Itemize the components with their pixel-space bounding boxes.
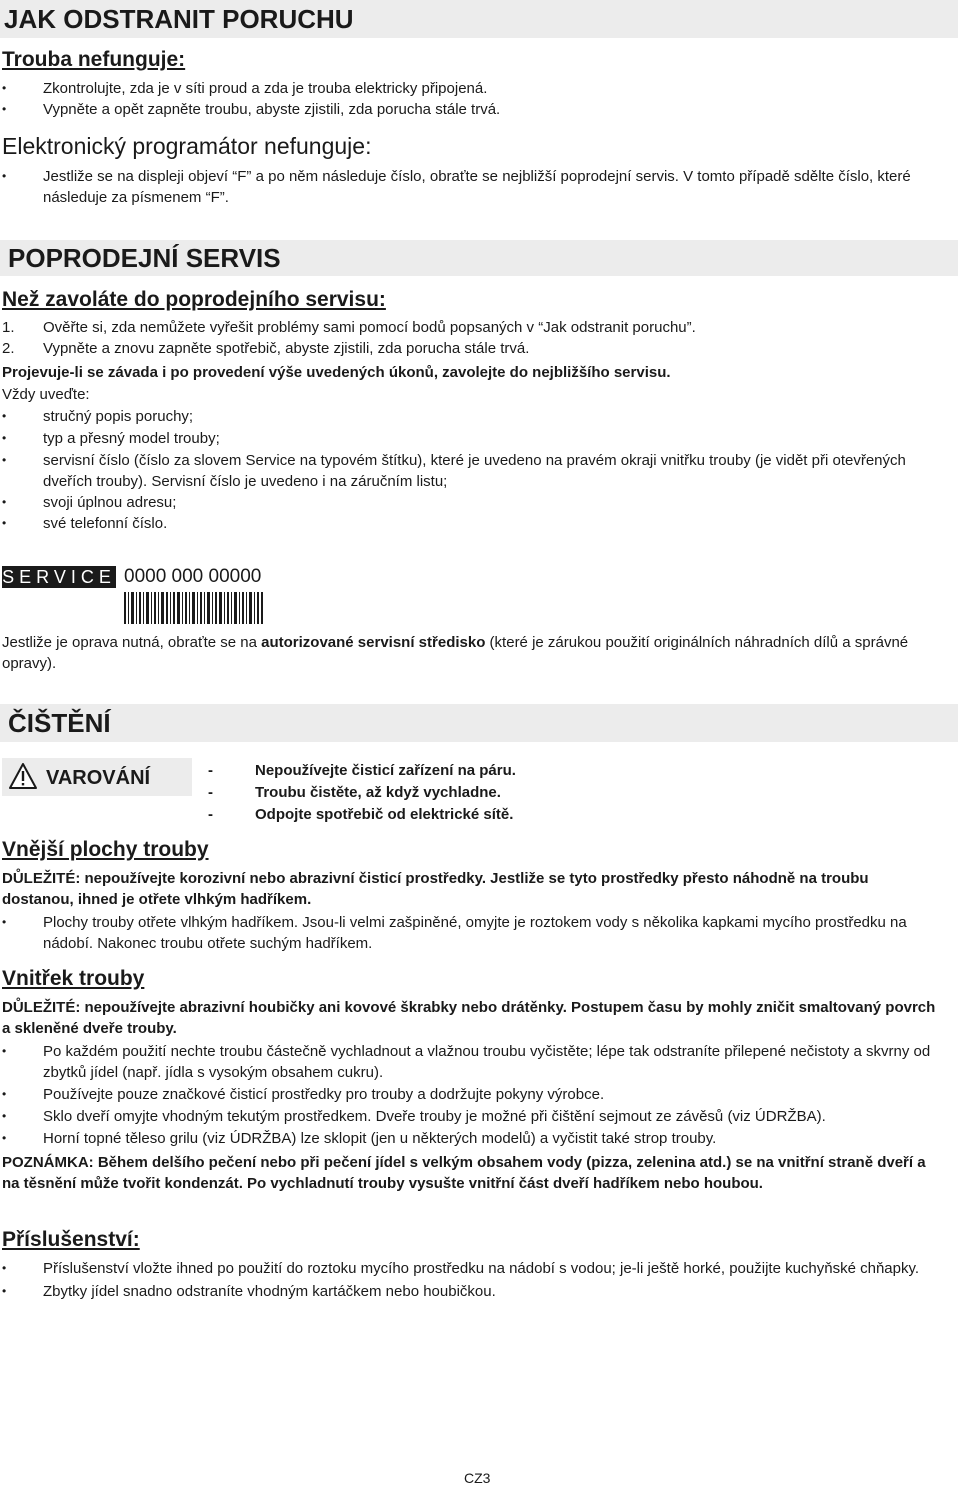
list-item: • svoji úplnou adresu; [2, 492, 940, 513]
page-number: CZ3 [464, 1470, 491, 1486]
steps-list [2, 317, 940, 359]
list-item: • Vypněte a opět zapněte troubu, abyste zjistili, zda porucha stále trvá. [2, 99, 940, 120]
before-calling-heading: Než zavoláte do poprodejního servisu: [2, 288, 386, 311]
list-item: • Zkontrolujte, zda je v síti proud a zda je trouba elektricky připojená. [2, 78, 940, 99]
exterior-list [2, 912, 940, 954]
list-item: • Po každém použití nechte troubu částečně vychladnout a vlažnou troubu vyčistěte; lépe tak odstraníte přilepené nečistoty a skvrny od zbytků jídel (např. jídla s vysokým obsahem cukru). [2, 1041, 940, 1083]
interior-important: DŮLEŽITÉ: nepoužívejte abrazivní houbičky ani kovové škrabky nebo drátěnky. Postupem času by mohly zničit smaltovaný povrch a skleněné dveře trouby. [2, 999, 936, 1037]
list-item: • Plochy trouby otřete vlhkým hadříkem. Jsou-li velmi zašpiněné, omyjte je roztokem vody s několika kapkami mycího prostředku na nádobí. Nakonec troubu otřete suchým hadříkem. [2, 912, 940, 954]
section-title-cleaning: ČIŠTĚNÍ [8, 708, 111, 738]
oven-not-working-list [2, 78, 940, 120]
service-label-box: SERVICE [2, 567, 116, 587]
repair-paragraph: Jestliže je oprava nutná, obraťte se na autorizované servisní středisko (které je zárukou použití originálních náhradních dílů a správné opravy). [2, 634, 909, 672]
accessories-heading: Příslušenství: [2, 1228, 140, 1251]
list-item: • Zbytky jídel snadno odstraníte vhodným kartáčkem nebo houbičkou. [2, 1281, 940, 1302]
list-item: - Troubu čistěte, až když vychladne. [208, 784, 501, 801]
list-item: • servisní číslo (číslo za slovem Service na typovém štítku), které je uvedeno na pravém okraji vnitřku trouby (je vidět při otevřených dveřích trouby). Servisní číslo je uvedeno i na záručním listu; [2, 450, 940, 492]
warning-list [208, 760, 516, 826]
exterior-heading: Vnější plochy trouby [2, 838, 209, 861]
section-title-troubleshooting: JAK ODSTRANIT PORUCHU [4, 4, 354, 34]
list-item: 2. Vypněte a znovu zapněte spotřebič, abyste zjistili, zda porucha stále trvá. [2, 340, 530, 357]
barcode [124, 592, 264, 624]
condensation-note: POZNÁMKA: Během delšího pečení nebo při pečení jídel s velkým obsahem vody (pizza, zelenina atd.) se na vnitřní straně dveří a na těsnění může tvořit kondenzát. Po vychladnutí trouby vysušte vnitřní část dveří hadříkem nebo houbou. [2, 1154, 926, 1192]
list-item: • Horní topné těleso grilu (viz ÚDRŽBA) lze sklopit (jen u některých modelů) a vyčistit také strop trouby. [2, 1128, 940, 1149]
persist-note: Projevuje-li se závada i po provedení výše uvedených úkonů, zavolejte do nejbližšího servisu. [2, 364, 671, 381]
interior-list [2, 1041, 940, 1149]
list-item: • své telefonní číslo. [2, 513, 940, 534]
exterior-important: DŮLEŽITÉ: nepoužívejte korozivní nebo abrazivní čisticí prostředky. Jestliže se tyto prostředky přesto náhodně na troubu dostanou, ihned je otřete vlhkým hadříkem. [2, 870, 869, 908]
list-item: • Sklo dveří omyjte vhodným tekutým prostředkem. Dveře trouby je možné při čištění sejmout ze závěsů (viz ÚDRŽBA). [2, 1106, 940, 1127]
programmer-heading: Elektronický programátor nefunguje: [2, 133, 372, 159]
list-item: 1. Ověřte si, zda nemůžete vyřešit problémy sami pomocí bodů popsaných v “Jak odstranit poruchu”. [2, 319, 696, 336]
list-item: • stručný popis poruchy; [2, 406, 940, 427]
warning-label: VAROVÁNÍ [46, 767, 151, 789]
list-item: • Jestliže se na displeji objeví “F” a po něm následuje číslo, obraťte se nejbližší poprodejní servis. V tomto případě sdělte číslo, které následuje za písmenem “F”. [2, 166, 940, 208]
accessories-list [2, 1258, 940, 1302]
programmer-list [2, 166, 940, 208]
service-number: 0000 000 00000 [124, 566, 262, 587]
interior-heading: Vnitřek trouby [2, 967, 145, 990]
oven-not-working-heading: Trouba nefunguje: [2, 48, 186, 71]
list-item: - Nepoužívejte čisticí zařízení na páru. [208, 762, 516, 779]
list-item: • Používejte pouze značkové čisticí prostředky pro trouby a dodržujte pokyny výrobce. [2, 1084, 940, 1105]
section-title-service: POPRODEJNÍ SERVIS [8, 243, 281, 273]
warning-triangle-icon [8, 762, 38, 790]
section-band-cleaning [0, 704, 958, 742]
state-items-list [2, 406, 940, 534]
list-item: - Odpojte spotřebič od elektrické sítě. [208, 806, 514, 823]
always-state-label: Vždy uveďte: [2, 386, 90, 403]
list-item: • typ a přesný model trouby; [2, 428, 940, 449]
list-item: • Příslušenství vložte ihned po použití do roztoku mycího prostředku na nádobí s vodou; je-li ještě horké, použijte kuchyňské chňapky. [2, 1258, 940, 1279]
